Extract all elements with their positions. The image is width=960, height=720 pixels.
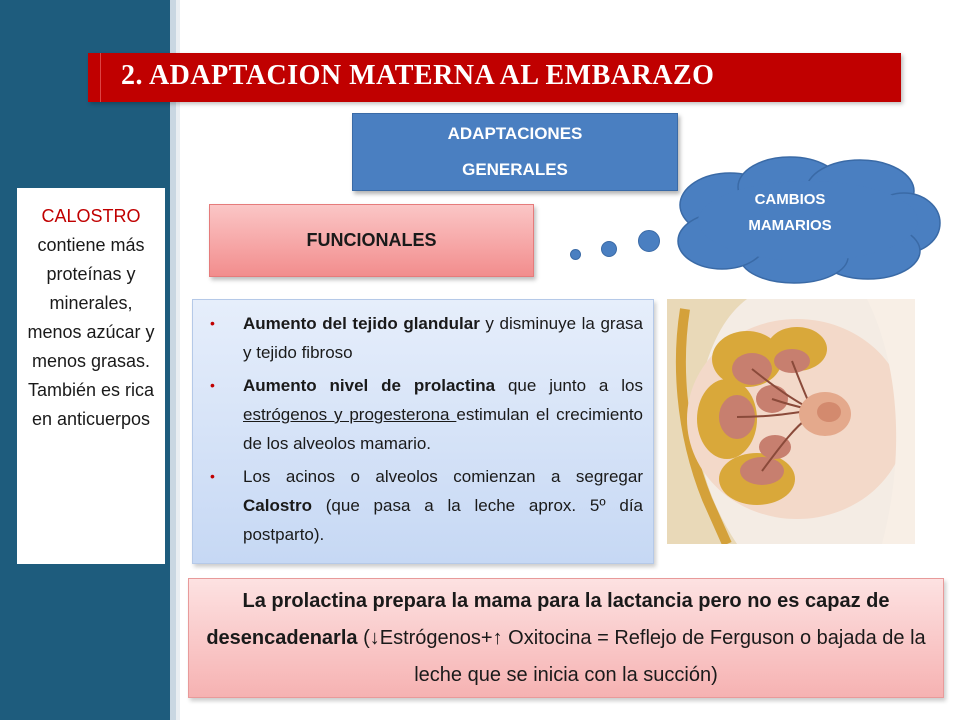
thought-dot-small [570, 249, 581, 260]
thought-dot-large [638, 230, 660, 252]
bullet3-pre: Los acinos o alveolos comienzan a segregar [243, 467, 643, 486]
bullet1-bold: Aumento del tejido glandular [243, 314, 480, 333]
bullet3-bold: Calostro [243, 496, 312, 515]
functional-changes-list [205, 309, 643, 553]
title-bar [88, 53, 901, 102]
general-box-line2: GENERALES [462, 160, 568, 179]
slide-title: 2. ADAPTACION MATERNA AL EMBARAZO [121, 60, 715, 91]
calostro-title: CALOSTRO [41, 206, 141, 226]
list-item [205, 371, 643, 458]
bullet-icon: • [210, 468, 215, 484]
funcionales-label: FUNCIONALES [306, 230, 437, 250]
thought-dot-medium [601, 241, 617, 257]
bullet3-rest: (que pasa a la leche aprox. 5º día postparto). [243, 496, 643, 544]
adaptaciones-generales-box [352, 113, 678, 191]
breast-anatomy-illustration [667, 299, 915, 544]
cambios-mamarios-cloud [720, 187, 860, 239]
summary-rest: (↓Estrógenos+↑ Oxitocina = Reflejo de Ferguson o bajada de la leche que se inicia con la succión) [357, 627, 926, 686]
bullet1-rest: y disminuye la grasa y tejido fibroso [243, 314, 643, 362]
bullet-icon: • [210, 315, 215, 331]
sidebar-divider-light [176, 0, 180, 720]
list-item [205, 309, 643, 367]
list-item [205, 462, 643, 549]
illustration-drawing [667, 299, 915, 544]
bullet2-underlined: estrógenos y progesterona [243, 405, 457, 424]
title-bar-inner [100, 53, 901, 102]
functional-changes-list-box [192, 299, 654, 564]
calostro-note [17, 188, 165, 564]
bullet2-rest-a: que junto a los [495, 376, 643, 395]
prolactin-summary-box [188, 578, 944, 698]
bullet2-rest-b: estimulan el crecimiento de los alveolos mamario. [243, 405, 643, 453]
summary-bold: La prolactina prepara la mama para la lactancia pero no es capaz de desencadenarla [206, 590, 890, 649]
funcionales-box [209, 204, 534, 277]
bullet2-bold: Aumento nivel de prolactina [243, 376, 496, 395]
cloud-line2: MAMARIOS [748, 217, 832, 234]
calostro-body: contiene más proteínas y minerales, menos azúcar y menos grasas. También es rica en anticuerpos [27, 235, 155, 429]
bullet-icon: • [210, 377, 215, 393]
cloud-line1: CAMBIOS [754, 191, 826, 208]
general-box-line1: ADAPTACIONES [447, 124, 583, 143]
